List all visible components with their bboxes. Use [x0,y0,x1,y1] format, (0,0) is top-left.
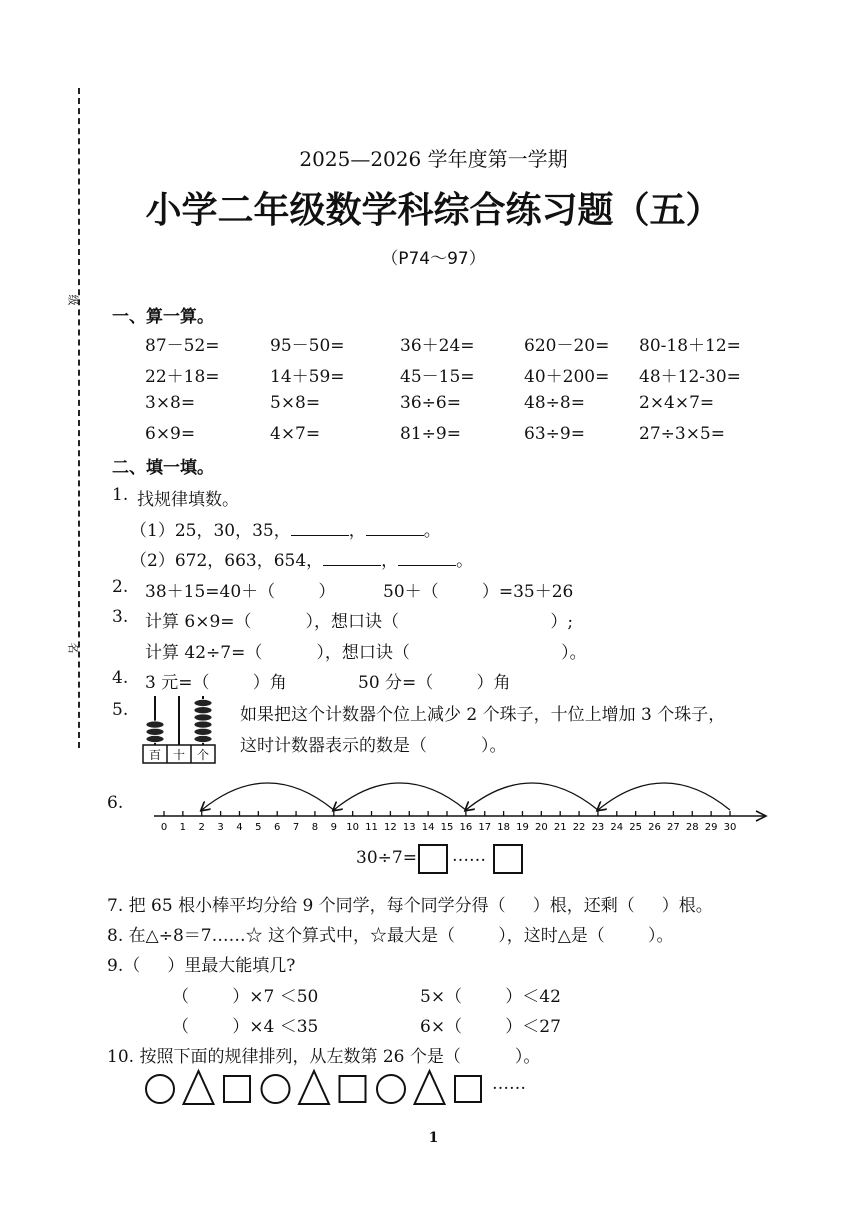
number-line-jump-arc [466,783,598,810]
q4-right: 50 分=（ ）角 [358,673,511,693]
abacus-bead-ones [194,714,212,721]
q1a-prefix: （1）25，30，35， [130,521,291,541]
calc-problem: 95－50= [270,336,345,356]
q1b-blank-1[interactable] [323,549,381,566]
calc-problem: 14＋59= [270,367,345,387]
calc-problem: 3×8= [145,393,196,413]
pattern-square [340,1076,366,1102]
q5-line1: 如果把这个计数器个位上减少 2 个珠子，十位上增加 3 个珠子， [240,705,726,725]
q1b-prefix: （2）672，663，654， [130,551,324,571]
pattern-circle [377,1075,405,1103]
q7-text: 7. 把 65 根小棒平均分给 9 个同学，每个同学分得（ ）根，还剩（ ）根。 [107,896,713,916]
number-line-tick-label: 26 [648,822,661,833]
q6-equation-prefix: 30÷7= [356,848,417,868]
q1-sequence-a [130,516,441,541]
number-line-jump-arc [598,783,730,810]
number-line-tick-label: 21 [553,822,567,833]
q9-item: （ ）×4 ＜35 [172,1017,319,1037]
section2-heading: 二、填一填。 [112,458,214,478]
number-line-tick-label: 28 [685,822,699,833]
semester-line: 2025—2026 学年度第一学期 [299,147,568,171]
number-line-tick-label: 12 [384,822,397,833]
calc-problem: 40＋200= [524,367,610,387]
name-label: 名 [66,642,80,654]
number-line-tick-label: 19 [516,822,529,833]
pattern-triangle [415,1071,445,1104]
q8-text: 8. 在△÷8＝7……☆ 这个算式中，☆最大是（ ），这时△是（ ）。 [107,926,674,946]
calc-problem: 80-18＋12= [639,336,741,356]
q1a-sep: ， [348,521,366,541]
shape-pattern [140,1068,500,1108]
number-line-tick-label: 10 [346,822,360,833]
q2-number: 2. [112,577,129,597]
page-number: 1 [428,1130,439,1146]
calc-problem: 63÷9= [524,424,585,444]
number-line-tick-label: 30 [723,822,737,833]
q4-left: 3 元=（ ）角 [145,673,287,693]
calc-problem: 48÷8= [524,393,585,413]
abacus-label-hundreds: 百 [148,748,162,762]
number-line [150,770,775,834]
q5-line2: 这时计数器表示的数是（ ）。 [240,736,507,756]
calc-problem: 4×7= [270,424,321,444]
q1b-sep: ， [381,551,399,571]
calc-problem: 48＋12-30= [639,367,741,387]
number-line-tick-label: 20 [534,822,548,833]
q2-left: 38＋15=40＋（ ） [145,582,336,602]
number-line-tick-label: 0 [160,822,168,833]
abacus-bead-hundreds [146,721,164,728]
calc-problem: 81÷9= [400,424,461,444]
q10-dots: …… [492,1074,526,1094]
q3-number: 3. [112,607,129,627]
page-title: 小学二年级数学科综合练习题（五） [145,189,722,231]
abacus-bead-ones [194,699,212,706]
number-line-tick-label: 4 [236,822,243,833]
number-line-tick-label: 22 [572,822,586,833]
abacus-bead-ones [194,735,212,742]
page-range: （P74～97） [381,249,486,269]
calc-problem: 2×4×7= [639,393,715,413]
calc-problem: 36＋24= [400,336,475,356]
calc-problem: 620－20= [524,336,610,356]
pattern-triangle [299,1071,329,1104]
number-line-tick-label: 29 [704,822,718,833]
calc-problem: 6×9= [145,424,196,444]
q9-item: 6×（ ）＜27 [420,1017,561,1037]
q1a-blank-1[interactable] [291,519,349,536]
q5-number: 5. [112,700,129,720]
q6-equation-dots: …… [452,846,486,866]
number-line-tick-label: 15 [440,822,454,833]
abacus-bead-hundreds [146,728,164,735]
abacus-bead-hundreds [146,735,164,742]
q1a-blank-2[interactable] [366,519,424,536]
q9-text: 9.（ ）里最大能填几? [107,956,296,976]
abacus-label-tens: 十 [172,748,186,762]
q9-item: 5×（ ）＜42 [420,987,561,1007]
pattern-circle [262,1075,290,1103]
calc-problem: 87－52= [145,336,220,356]
calc-problem: 5×8= [270,393,321,413]
number-line-tick-label: 17 [478,822,492,833]
calc-problem: 27÷3×5= [639,424,725,444]
q9-item: （ ）×7 ＜50 [172,987,319,1007]
number-line-tick-label: 1 [179,822,187,833]
pattern-square [224,1076,250,1102]
number-line-tick-label: 16 [459,822,473,833]
q1a-end: 。 [423,521,441,541]
q1-number: 1. [112,485,129,505]
number-line-tick-label: 18 [497,822,510,833]
q1-sequence-b [130,546,473,571]
number-line-tick-label: 3 [217,822,224,833]
number-line-tick-label: 9 [330,822,337,833]
number-line-tick-label: 24 [610,822,624,833]
number-line-tick-label: 27 [667,822,680,833]
q1b-blank-2[interactable] [398,549,456,566]
number-line-tick-label: 6 [274,822,281,833]
abacus-bead-ones [194,721,212,728]
pattern-square [455,1076,481,1102]
number-line-jump-arc [202,783,334,810]
q1-text: 找规律填数。 [137,490,239,510]
number-line-tick-label: 5 [255,822,262,833]
calc-problem: 45－15= [400,367,475,387]
q3-line1: 计算 6×9=（ ），想口诀（ ）; [145,612,574,632]
number-line-tick-label: 25 [629,822,643,833]
number-line-tick-label: 11 [365,822,378,833]
abacus-bead-ones [194,728,212,735]
number-line-tick-label: 23 [591,822,605,833]
class-label: 级 [66,294,80,306]
q3-line2: 计算 42÷7=（ ），想口诀（ ）。 [145,643,587,663]
q6-remainder-box[interactable] [493,844,523,874]
q6-quotient-box[interactable] [418,844,448,874]
number-line-tick-label: 13 [402,822,416,833]
calc-problem: 22＋18= [145,367,220,387]
q10-text: 10. 按照下面的规律排列，从左数第 26 个是（ ）。 [107,1047,541,1067]
abacus-label-ones: 个 [196,748,210,762]
pattern-triangle [184,1071,214,1104]
number-line-tick-label: 14 [421,822,435,833]
number-line-tick-label: 2 [198,822,205,833]
q2-right: 50＋（ ）=35＋26 [383,582,574,602]
abacus-counter [140,692,220,766]
calc-problem: 36÷6= [400,393,461,413]
pattern-circle [146,1075,174,1103]
q6-number: 6. [107,793,124,813]
abacus-bead-ones [194,707,212,714]
q1b-end: 。 [456,551,474,571]
number-line-jump-arc [334,783,466,810]
number-line-tick-label: 7 [292,822,300,833]
section1-heading: 一、算一算。 [112,307,214,327]
q4-number: 4. [112,668,129,688]
number-line-tick-label: 8 [311,822,319,833]
